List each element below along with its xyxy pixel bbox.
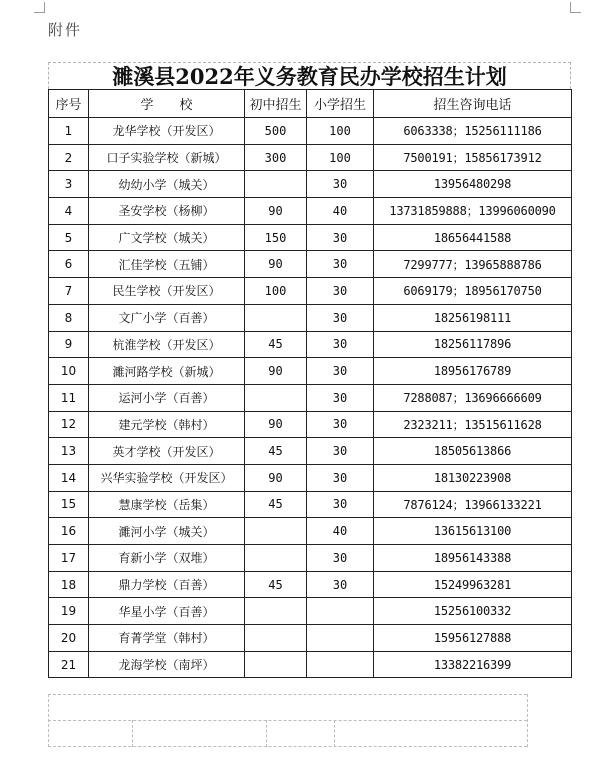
table-row — [49, 278, 572, 305]
primary-enroll: 100 — [307, 144, 374, 171]
table-row — [49, 571, 572, 598]
primary-enroll: 30 — [307, 278, 374, 305]
middle-enroll: 90 — [245, 251, 307, 278]
table-row — [49, 118, 572, 145]
header-school: 学 校 — [89, 90, 245, 118]
header-primary-enroll: 小学招生 — [307, 90, 374, 118]
middle-enroll — [245, 384, 307, 411]
school-name: 华星小学（百善） — [89, 598, 245, 625]
row-index: 17 — [49, 545, 89, 572]
phone: 18956143388 — [374, 545, 572, 572]
phone: 13731859888；13996060090 — [374, 198, 572, 225]
school-name: 慧康学校（岳集） — [89, 491, 245, 518]
row-index: 3 — [49, 171, 89, 198]
phone: 2323211；13515611628 — [374, 411, 572, 438]
table-body — [49, 118, 572, 678]
table-row — [49, 411, 572, 438]
primary-enroll: 30 — [307, 331, 374, 358]
phone: 13382216399 — [374, 651, 572, 678]
primary-enroll: 30 — [307, 224, 374, 251]
row-index: 11 — [49, 384, 89, 411]
phone: 15256100332 — [374, 598, 572, 625]
table-row — [49, 651, 572, 678]
table-row — [49, 144, 572, 171]
table-row — [49, 491, 572, 518]
table-row — [49, 331, 572, 358]
header-middle-enroll: 初中招生 — [245, 90, 307, 118]
table-header-row — [49, 90, 572, 118]
school-name: 广文学校（城关） — [89, 224, 245, 251]
table-row — [49, 545, 572, 572]
school-name: 英才学校（开发区） — [89, 438, 245, 465]
row-index: 16 — [49, 518, 89, 545]
school-name: 杭淮学校（开发区） — [89, 331, 245, 358]
phone: 7500191；15856173912 — [374, 144, 572, 171]
primary-enroll — [307, 598, 374, 625]
school-name: 运河小学（百善） — [89, 384, 245, 411]
primary-enroll: 30 — [307, 358, 374, 385]
primary-enroll: 30 — [307, 438, 374, 465]
middle-enroll — [245, 171, 307, 198]
row-index: 14 — [49, 464, 89, 491]
phone: 13956480298 — [374, 171, 572, 198]
primary-enroll: 30 — [307, 464, 374, 491]
school-name: 龙海学校（南坪） — [89, 651, 245, 678]
middle-enroll: 45 — [245, 491, 307, 518]
row-index: 4 — [49, 198, 89, 225]
table-row — [49, 384, 572, 411]
row-index: 8 — [49, 304, 89, 331]
primary-enroll: 40 — [307, 518, 374, 545]
primary-enroll: 30 — [307, 491, 374, 518]
table-row — [49, 251, 572, 278]
empty-grid-area — [48, 694, 527, 747]
table-row — [49, 438, 572, 465]
school-name: 濉河路学校（新城） — [89, 358, 245, 385]
table-row — [49, 518, 572, 545]
primary-enroll: 30 — [307, 304, 374, 331]
phone: 18256117896 — [374, 331, 572, 358]
middle-enroll — [245, 545, 307, 572]
table-row — [49, 358, 572, 385]
school-name: 建元学校（韩村） — [89, 411, 245, 438]
middle-enroll: 90 — [245, 411, 307, 438]
page-corner-mark-left — [34, 2, 45, 13]
row-index: 5 — [49, 224, 89, 251]
school-name: 育菁学堂（韩村） — [89, 625, 245, 652]
phone: 18256198111 — [374, 304, 572, 331]
row-index: 9 — [49, 331, 89, 358]
primary-enroll — [307, 625, 374, 652]
middle-enroll — [245, 651, 307, 678]
primary-enroll: 100 — [307, 118, 374, 145]
school-name: 汇佳学校（五铺） — [89, 251, 245, 278]
table-row — [49, 224, 572, 251]
primary-enroll: 30 — [307, 171, 374, 198]
row-index: 7 — [49, 278, 89, 305]
primary-enroll: 30 — [307, 384, 374, 411]
row-index: 19 — [49, 598, 89, 625]
school-name: 龙华学校（开发区） — [89, 118, 245, 145]
school-name: 口子实验学校（新城） — [89, 144, 245, 171]
school-name: 幼幼小学（城关） — [89, 171, 245, 198]
middle-enroll: 45 — [245, 438, 307, 465]
middle-enroll: 90 — [245, 358, 307, 385]
phone: 6069179；18956170750 — [374, 278, 572, 305]
phone: 18505613866 — [374, 438, 572, 465]
primary-enroll: 30 — [307, 251, 374, 278]
school-name: 民生学校（开发区） — [89, 278, 245, 305]
phone: 15956127888 — [374, 625, 572, 652]
primary-enroll: 30 — [307, 411, 374, 438]
school-name: 兴华实验学校（开发区） — [89, 464, 245, 491]
primary-enroll — [307, 651, 374, 678]
phone: 7299777；13965888786 — [374, 251, 572, 278]
enrollment-sheet — [48, 62, 571, 678]
middle-enroll: 45 — [245, 571, 307, 598]
middle-enroll — [245, 518, 307, 545]
table-row — [49, 625, 572, 652]
row-index: 2 — [49, 144, 89, 171]
middle-enroll: 150 — [245, 224, 307, 251]
row-index: 20 — [49, 625, 89, 652]
middle-enroll — [245, 304, 307, 331]
phone: 15249963281 — [374, 571, 572, 598]
school-name: 濉河小学（城关） — [89, 518, 245, 545]
middle-enroll: 100 — [245, 278, 307, 305]
phone: 7876124；13966133221 — [374, 491, 572, 518]
phone: 6063338；15256111186 — [374, 118, 572, 145]
table-row — [49, 171, 572, 198]
row-index: 1 — [49, 118, 89, 145]
enrollment-table — [48, 89, 572, 678]
middle-enroll: 45 — [245, 331, 307, 358]
middle-enroll: 300 — [245, 144, 307, 171]
row-index: 12 — [49, 411, 89, 438]
row-index: 15 — [49, 491, 89, 518]
phone: 7288087；13696666609 — [374, 384, 572, 411]
phone: 18130223908 — [374, 464, 572, 491]
school-name: 文广小学（百善） — [89, 304, 245, 331]
school-name: 育新小学（双堆） — [89, 545, 245, 572]
page-corner-mark-right — [570, 2, 581, 13]
school-name: 圣安学校（杨柳） — [89, 198, 245, 225]
row-index: 21 — [49, 651, 89, 678]
table-row — [49, 198, 572, 225]
middle-enroll: 90 — [245, 198, 307, 225]
row-index: 18 — [49, 571, 89, 598]
phone: 13615613100 — [374, 518, 572, 545]
table-row — [49, 598, 572, 625]
phone: 18956176789 — [374, 358, 572, 385]
row-index: 10 — [49, 358, 89, 385]
middle-enroll — [245, 598, 307, 625]
attachment-label: 附件 — [48, 21, 83, 39]
middle-enroll: 90 — [245, 464, 307, 491]
header-phone: 招生咨询电话 — [374, 90, 572, 118]
row-index: 13 — [49, 438, 89, 465]
document-title: 濉溪县2022年义务教育民办学校招生计划 — [48, 62, 571, 89]
middle-enroll — [245, 625, 307, 652]
primary-enroll: 40 — [307, 198, 374, 225]
phone: 18656441588 — [374, 224, 572, 251]
row-index: 6 — [49, 251, 89, 278]
header-index: 序号 — [49, 90, 89, 118]
table-row — [49, 304, 572, 331]
middle-enroll: 500 — [245, 118, 307, 145]
primary-enroll: 30 — [307, 545, 374, 572]
school-name: 鼎力学校（百善） — [89, 571, 245, 598]
primary-enroll: 30 — [307, 571, 374, 598]
table-row — [49, 464, 572, 491]
